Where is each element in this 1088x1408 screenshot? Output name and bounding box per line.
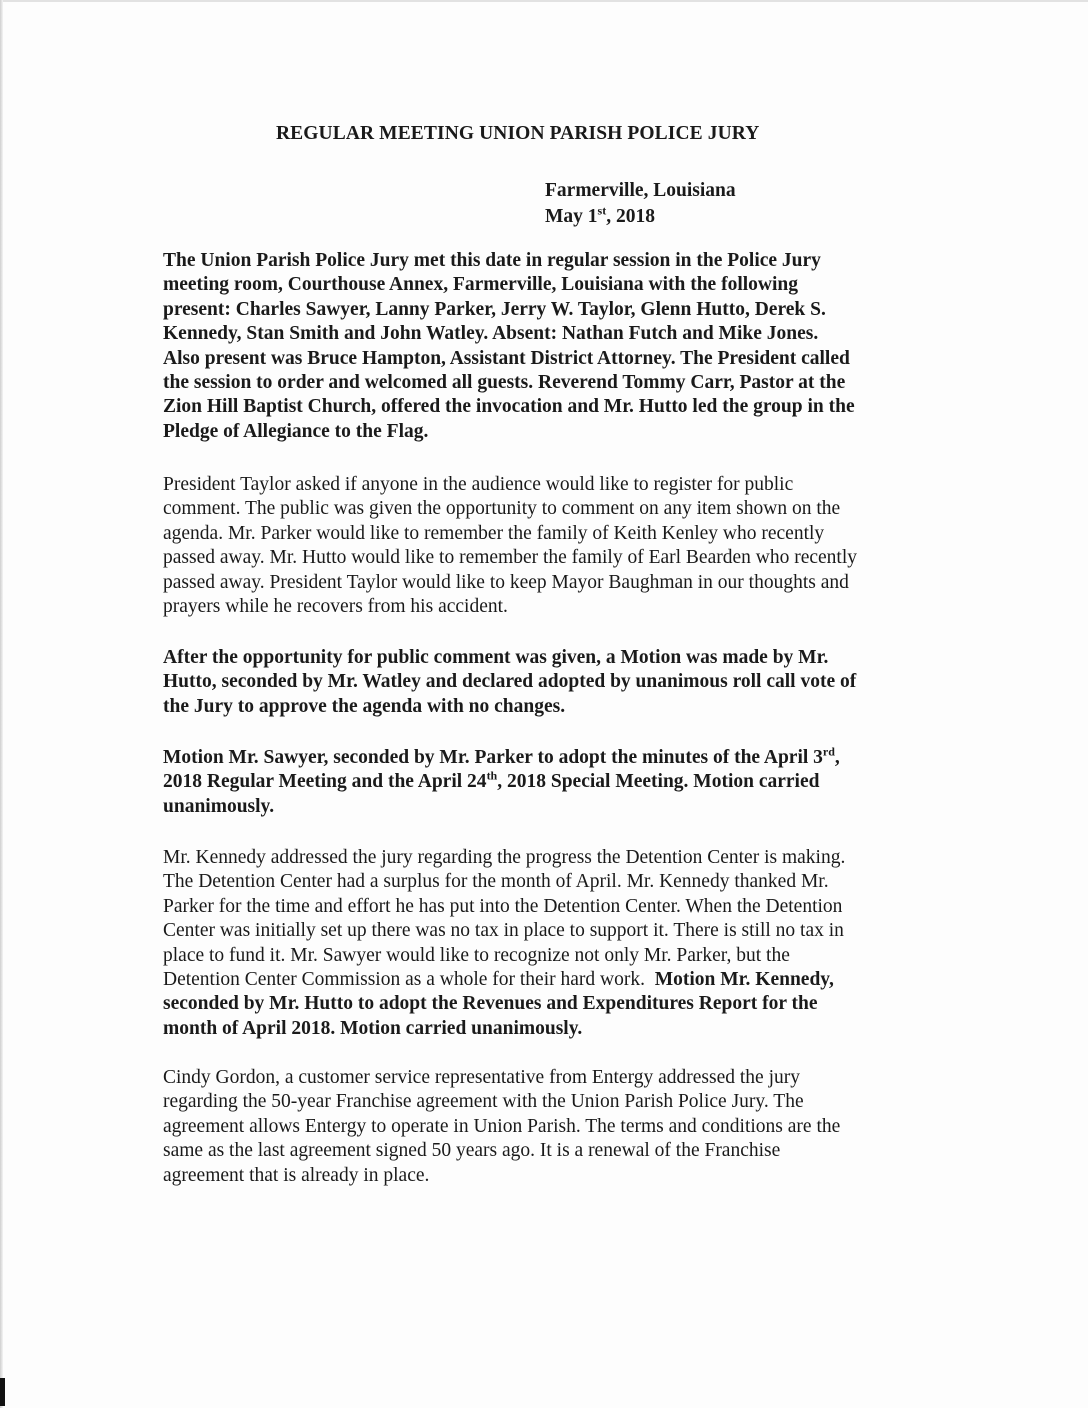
paragraph-detention-center <box>163 846 928 1041</box>
paragraph-attendance <box>163 249 928 444</box>
text-line: Motion Mr. Sawyer, seconded by Mr. Parker to adopt the minutes of the April 3rd, <box>163 744 840 768</box>
scan-mark <box>0 1378 5 1406</box>
meeting-date: May 1st, 2018 <box>545 203 655 227</box>
text-line: place to fund it. Mr. Sawyer would like to recognize not only Mr. Parker, but the <box>163 944 790 966</box>
text-line: Center was initially set up there was no tax in place to support it. There is still no tax in <box>163 920 844 942</box>
text-line: meeting room, Courthouse Annex, Farmerville, Louisiana with the following <box>163 274 798 296</box>
scan-edge-left <box>0 0 3 1408</box>
text-line: the Jury to approve the agenda with no changes. <box>163 695 566 717</box>
text-line: the session to order and welcomed all guests. Reverend Tommy Carr, Pastor at the <box>163 372 846 394</box>
text-line: After the opportunity for public comment was given, a Motion was made by Mr. <box>163 647 829 668</box>
text-line: passed away. Mr. Hutto would like to remember the family of Earl Bearden who recently <box>163 547 858 569</box>
text-line: Parker for the time and effort he has put into the Detention Center. When the Detention <box>163 895 843 917</box>
text-line: prayers while he recovers from his accident. <box>163 596 508 618</box>
text-line: same as the last agreement signed 50 years ago. It is a renewal of the Franchise <box>163 1140 781 1162</box>
text-line: month of April 2018. Motion carried unanimously. <box>163 1017 583 1039</box>
text-line: present: Charles Sawyer, Lanny Parker, Jerry W. Taylor, Glenn Hutto, Derek S. <box>163 298 826 320</box>
document-title: REGULAR MEETING UNION PARISH POLICE JURY <box>276 123 760 144</box>
text-line: agreement that is already in place. <box>163 1164 430 1186</box>
text-line: Mr. Kennedy addressed the jury regarding the progress the Detention Center is making. <box>163 847 846 868</box>
text-line: The Detention Center had a surplus for the month of April. Mr. Kennedy thanked Mr. <box>163 871 829 893</box>
paragraph-minutes-motion <box>163 746 928 819</box>
text-line: Detention Center Commission as a whole for their hard work. Motion Mr. Kennedy, <box>163 969 834 991</box>
text-line: unanimously. <box>163 795 275 817</box>
text-line: The Union Parish Police Jury met this date in regular session in the Police Jury <box>163 250 821 271</box>
text-line: agenda. Mr. Parker would like to remember the family of Keith Kenley who recently <box>163 522 825 544</box>
text-line: Zion Hill Baptist Church, offered the invocation and Mr. Hutto led the group in the <box>163 396 855 418</box>
meeting-location-date <box>545 178 736 230</box>
text-line: Pledge of Allegiance to the Flag. <box>163 420 429 442</box>
text-line: passed away. President Taylor would like to keep Mayor Baughman in our thoughts and <box>163 571 849 593</box>
text-line: agreement allows Entergy to operate in Union Parish. The terms and conditions are the <box>163 1115 841 1137</box>
text-line: Hutto, seconded by Mr. Watley and declared adopted by unanimous roll call vote of <box>163 671 857 693</box>
text-line: seconded by Mr. Hutto to adopt the Revenues and Expenditures Report for the <box>163 993 818 1015</box>
text-line: 2018 Regular Meeting and the April 24th, 2018 Special Meeting. Motion carried <box>163 768 820 793</box>
text-line: Cindy Gordon, a customer service representative from Entergy addressed the jury <box>163 1067 800 1088</box>
scan-edge-top <box>0 0 1088 2</box>
text-line: Also present was Bruce Hampton, Assistant District Attorney. The President called <box>163 347 850 369</box>
text-line: President Taylor asked if anyone in the audience would like to register for public <box>163 474 794 495</box>
text-line: Kennedy, Stan Smith and John Watley. Absent: Nathan Futch and Mike Jones. <box>163 323 819 345</box>
text-line: comment. The public was given the opportunity to comment on any item shown on the <box>163 498 841 520</box>
paragraph-entergy-franchise <box>163 1066 928 1188</box>
paragraph-agenda-motion <box>163 646 928 719</box>
text-line: regarding the 50-year Franchise agreement with the Union Parish Police Jury. The <box>163 1091 804 1113</box>
paragraph-public-comment <box>163 473 928 619</box>
meeting-location: Farmerville, Louisiana <box>545 180 736 201</box>
